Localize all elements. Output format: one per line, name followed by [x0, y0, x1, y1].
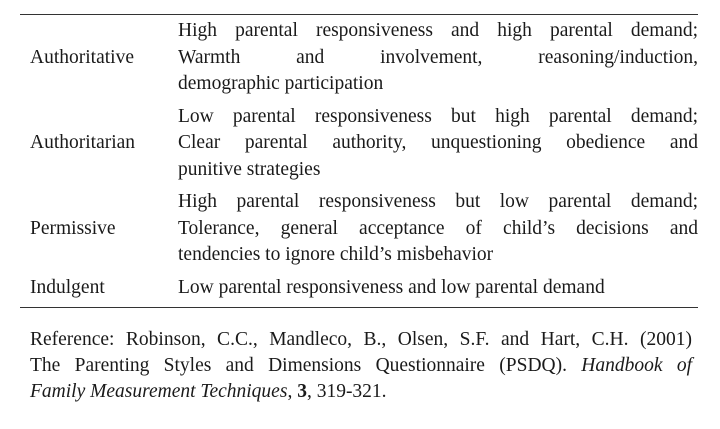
table-row-permissive: [20, 189, 698, 269]
description-line: punitive strategies: [178, 158, 321, 180]
style-name: Authoritative: [30, 46, 134, 68]
description-line: Clear parental authority, unquestioning obedience and: [178, 132, 698, 153]
style-name: Permissive: [30, 217, 116, 239]
description-line: demographic participation: [178, 73, 384, 94]
reference-journal-end: Family Measurement Techniques: [30, 381, 288, 402]
style-description: [178, 18, 698, 98]
table-row-indulgent: [20, 275, 698, 302]
reference-line-3: [30, 379, 692, 405]
reference-pages: , 319-321.: [306, 381, 387, 402]
description-line: Tolerance, general acceptance of child’s decisions and: [178, 217, 698, 239]
reference-volume: 3: [297, 381, 307, 402]
description-line: High parental responsiveness and high parental demand;: [178, 20, 698, 41]
table-top-rule: [20, 14, 698, 15]
description-line: Warmth and involvement, reasoning/induction,: [178, 46, 698, 68]
reference-title: The Parenting Styles and Dimensions Questionnaire (PSDQ).: [30, 355, 567, 376]
parenting-styles-table: [20, 14, 698, 308]
reference-note: [30, 327, 692, 405]
reference-line-2: [30, 353, 692, 379]
table-row-authoritative: [20, 18, 698, 98]
description-line: Low parental responsiveness and low parental demand: [178, 276, 605, 298]
description-line: Low parental responsiveness but high parental demand;: [178, 105, 698, 127]
reference-separator: ,: [287, 381, 298, 402]
style-name: Authoritarian: [30, 132, 136, 153]
reference-line-1: Reference: Robinson, C.C., Mandleco, B., Olsen, S.F. and Hart, C.H. (2001): [30, 329, 692, 350]
style-description: [178, 104, 698, 184]
reference-journal-start: Handbook of: [581, 355, 693, 376]
style-description: [178, 275, 698, 302]
description-line: High parental responsiveness but low parental demand;: [178, 191, 698, 212]
style-name: Indulgent: [30, 276, 105, 298]
table-row-authoritarian: [20, 104, 698, 184]
table-bottom-rule: [20, 307, 698, 308]
style-description: [178, 189, 698, 269]
description-line: tendencies to ignore child’s misbehavior: [178, 244, 494, 265]
